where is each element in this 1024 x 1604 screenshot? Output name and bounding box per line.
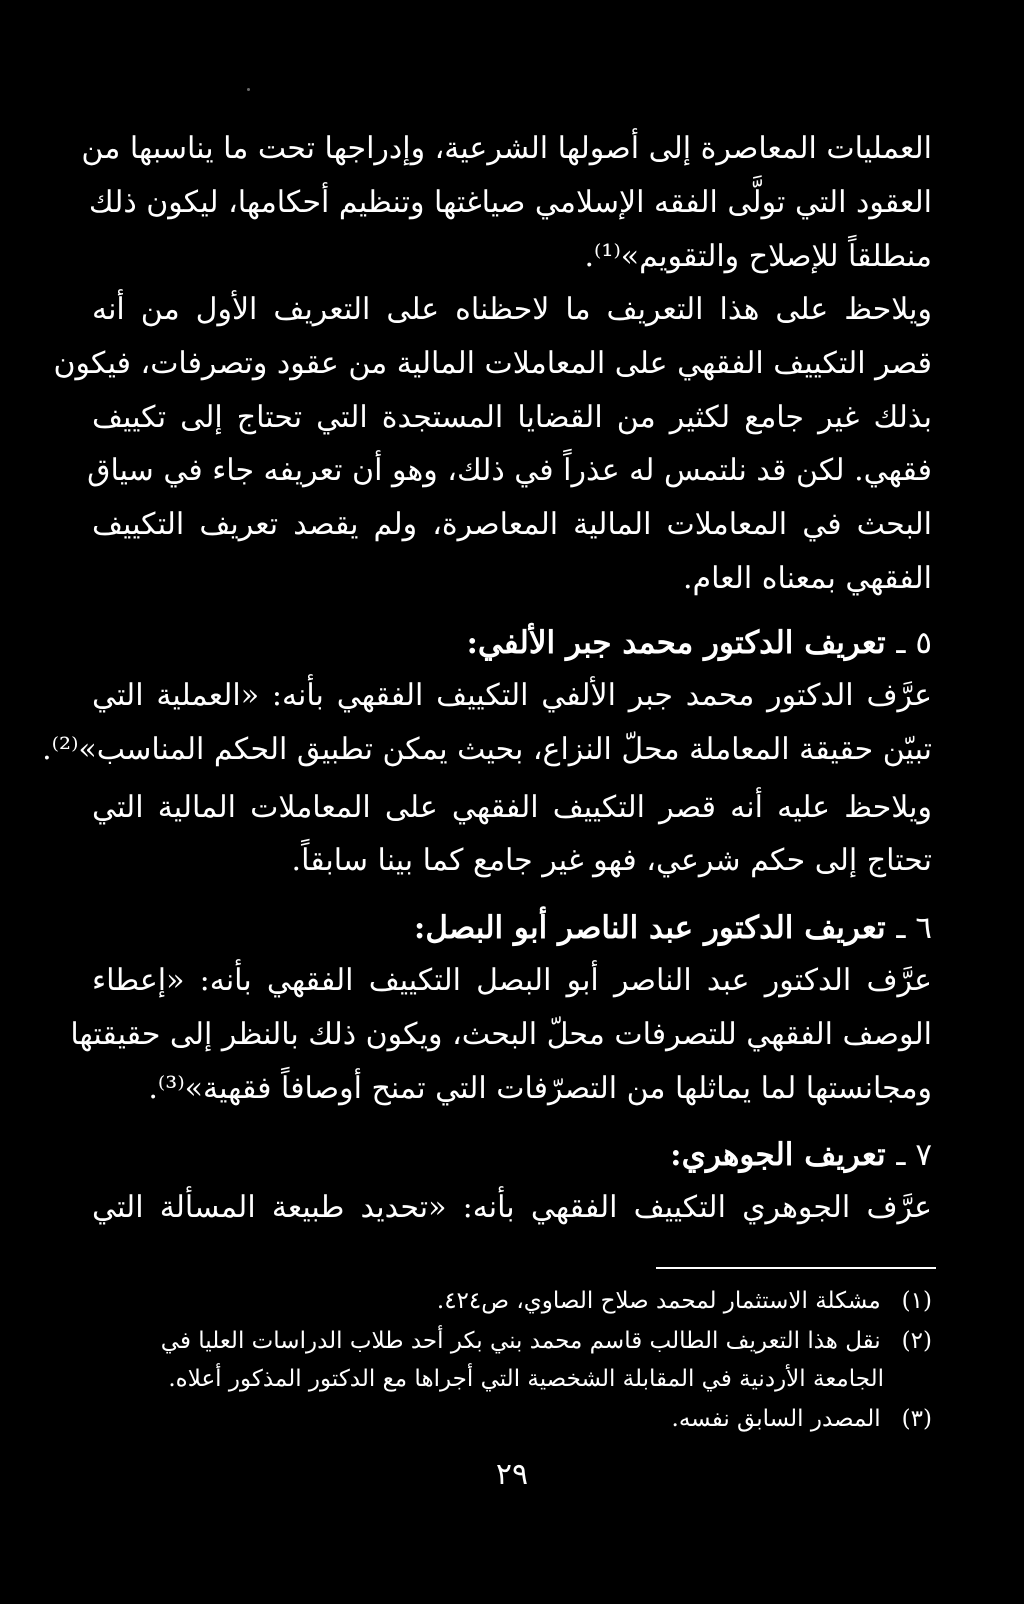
section-5-title: تعريف الدكتور محمد جبر الألفي: bbox=[466, 625, 886, 661]
footnote-1-text: مشكلة الاستثمار لمحمد صلاح الصاوي، ص٤٢٤. bbox=[436, 1288, 881, 1314]
paragraph-1-line-2: العقود التي تولَّى الفقه الإسلامي صياغتها وتنظيم أحكامها، ليكون ذلك bbox=[88, 185, 932, 220]
footnote-2-text: نقل هذا التعريف الطالب قاسم محمد بني بكر أحد طلاب الدراسات العليا في bbox=[160, 1328, 881, 1354]
footnote-3-number: (٣) bbox=[901, 1406, 932, 1432]
paragraph-2-line-3: بذلك غير جامع لكثير من القضايا المستجدة التي تحتاج إلى تكييف bbox=[92, 400, 932, 435]
footnote-3-text: المصدر السابق نفسه. bbox=[671, 1406, 881, 1432]
section-5-line-2: تبيّن حقيقة المعاملة محلّ النزاع، بحيث يمكن تطبيق الحكم المناسب»⁽²⁾. bbox=[42, 732, 932, 767]
footnote-2 bbox=[92, 1322, 932, 1360]
paragraph-3-line-1: ويلاحظ عليه أنه قصر التكييف الفقهي على المعاملات المالية التي bbox=[92, 790, 932, 825]
paragraph-3-line-2: تحتاج إلى حكم شرعي، فهو غير جامع كما بينا سابقاً. bbox=[291, 843, 932, 878]
section-6-number: ٦ ـ bbox=[896, 910, 932, 946]
section-6-line-1: عرَّف الدكتور عبد الناصر أبو البصل التكييف الفقهي بأنه: «إعطاء bbox=[92, 963, 932, 998]
footnote-1-number: (١) bbox=[901, 1288, 932, 1314]
footnote-1 bbox=[92, 1282, 932, 1320]
paragraph-1-line-1: العمليات المعاصرة إلى أصولها الشرعية، وإدراجها تحت ما يناسبها من bbox=[81, 131, 932, 166]
section-6-line-2: الوصف الفقهي للتصرفات محلّ البحث، ويكون ذلك بالنظر إلى حقيقتها bbox=[70, 1017, 932, 1052]
section-7-line-1: عرَّف الجوهري التكييف الفقهي بأنه: «تحديد طبيعة المسألة التي bbox=[92, 1190, 932, 1225]
section-6-line-3: ومجانستها لما يماثلها من التصرّفات التي تمنح أوصافاً فقهية»⁽³⁾. bbox=[148, 1071, 932, 1106]
paragraph-1-line-3: منطلقاً للإصلاح والتقويم»⁽¹⁾. bbox=[584, 239, 932, 274]
paragraph-2-line-6: الفقهي بمعناه العام. bbox=[682, 561, 932, 596]
section-5-number: ٥ ـ bbox=[896, 625, 932, 661]
paragraph-2-line-1: ويلاحظ على هذا التعريف ما لاحظناه على التعريف الأول من أنه bbox=[92, 292, 932, 327]
section-6-title: تعريف الدكتور عبد الناصر أبو البصل: bbox=[413, 910, 886, 946]
section-5-line-1: عرَّف الدكتور محمد جبر الألفي التكييف الفقهي بأنه: «العملية التي bbox=[92, 678, 932, 713]
footnote-2-number: (٢) bbox=[901, 1328, 932, 1354]
paragraph-2-line-2: قصر التكييف الفقهي على المعاملات المالية من عقود وتصرفات، فيكون bbox=[53, 346, 932, 381]
section-5-heading bbox=[92, 615, 932, 671]
footnote-2-continuation: الجامعة الأردنية في المقابلة الشخصية التي أجراها مع الدكتور المذكور أعلاه. bbox=[168, 1366, 884, 1392]
footnote-separator bbox=[656, 1267, 936, 1269]
paragraph-2-line-5: البحث في المعاملات المالية المعاصرة، ولم يقصد تعريف التكييف bbox=[92, 507, 932, 542]
page-number: ٢٩ bbox=[495, 1457, 529, 1492]
footnote-3 bbox=[92, 1400, 932, 1438]
section-7-title: تعريف الجوهري: bbox=[670, 1137, 886, 1173]
section-6-heading bbox=[92, 900, 932, 956]
section-7-heading bbox=[92, 1127, 932, 1183]
scan-speck bbox=[247, 88, 250, 91]
section-7-number: ٧ ـ bbox=[896, 1137, 932, 1173]
paragraph-2-line-4: فقهي. لكن قد نلتمس له عذراً في ذلك، وهو أن تعريفه جاء في سياق bbox=[87, 453, 932, 488]
